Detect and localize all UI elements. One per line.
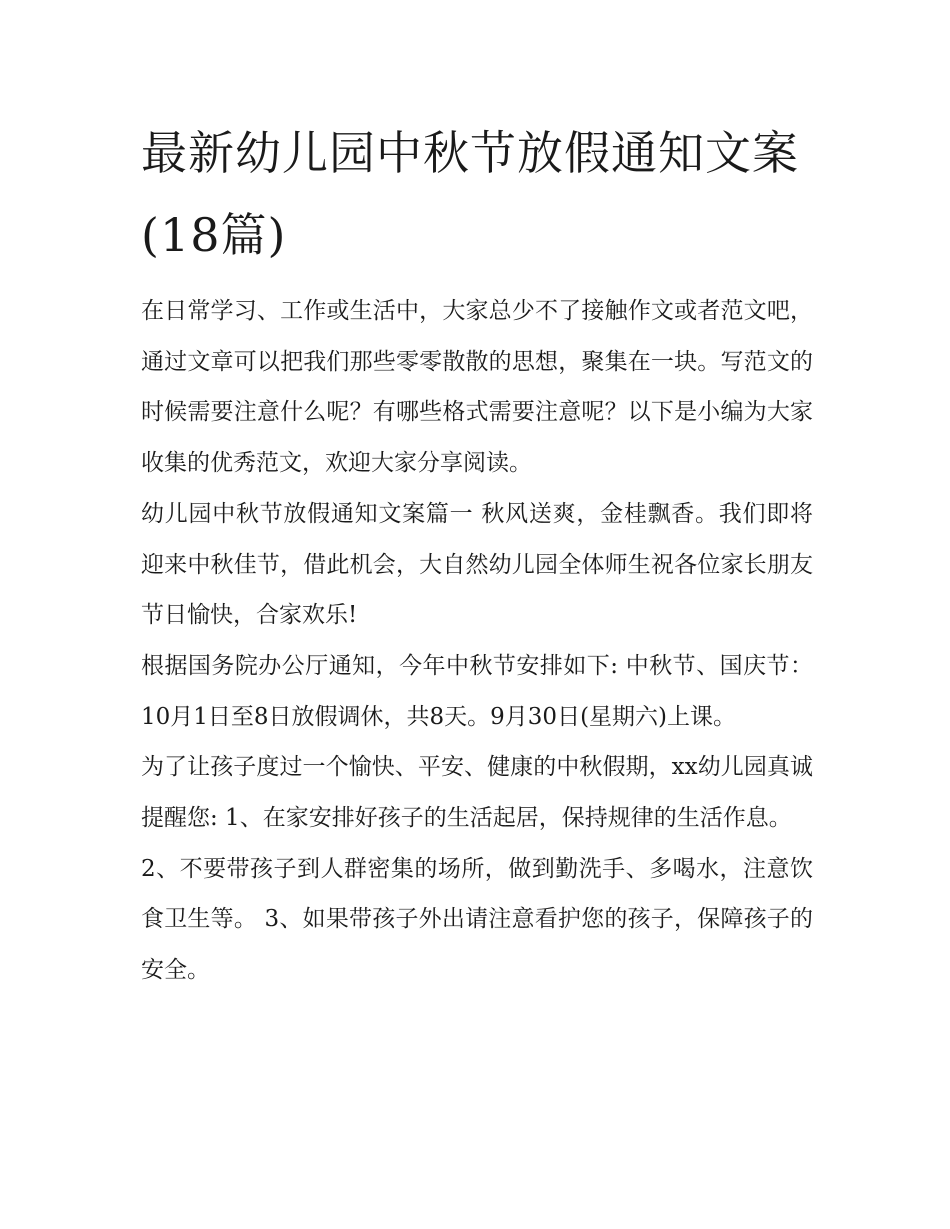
paragraph-schedule: 根据国务院办公厅通知，今年中秋节安排如下: 中秋节、国庆节：10月1日至8日放假调休，共8天。9月30日(星期六)上课。 [141,652,813,730]
paragraph-reminder-2: 2、不要带孩子到人群密集的场所，做到勤洗手、多喝水，注意饮食卫生等。 3、如果带孩子外出请注意看护您的孩子，保障孩子的安全。 [141,855,813,984]
paragraph-intro: 在日常学习、工作或生活中，大家总少不了接触作文或者范文吧，通过文章可以把我们那些零零散散的思想，聚集在一块。写范文的时候需要注意什么呢？有哪些格式需要注意呢？以下是小编为大家收集的优秀范文，欢迎大家分享阅读。 [141,298,813,477]
document-body [141,286,813,996]
document-title: 最新幼儿园中秋节放假通知文案(18篇) [141,126,799,262]
paragraph-greeting: 幼儿园中秋节放假通知文案篇一 秋风送爽，金桂飘香。我们即将迎来中秋佳节，借此机会，大自然幼儿园全体师生祝各位家长朋友节日愉快，合家欢乐! [141,500,813,629]
paragraph-reminder-1: 为了让孩子度过一个愉快、平安、健康的中秋假期，xx幼儿园真诚提醒您: 1、在家安排好孩子的生活起居，保持规律的生活作息。 [141,754,813,832]
document-page [141,112,813,996]
